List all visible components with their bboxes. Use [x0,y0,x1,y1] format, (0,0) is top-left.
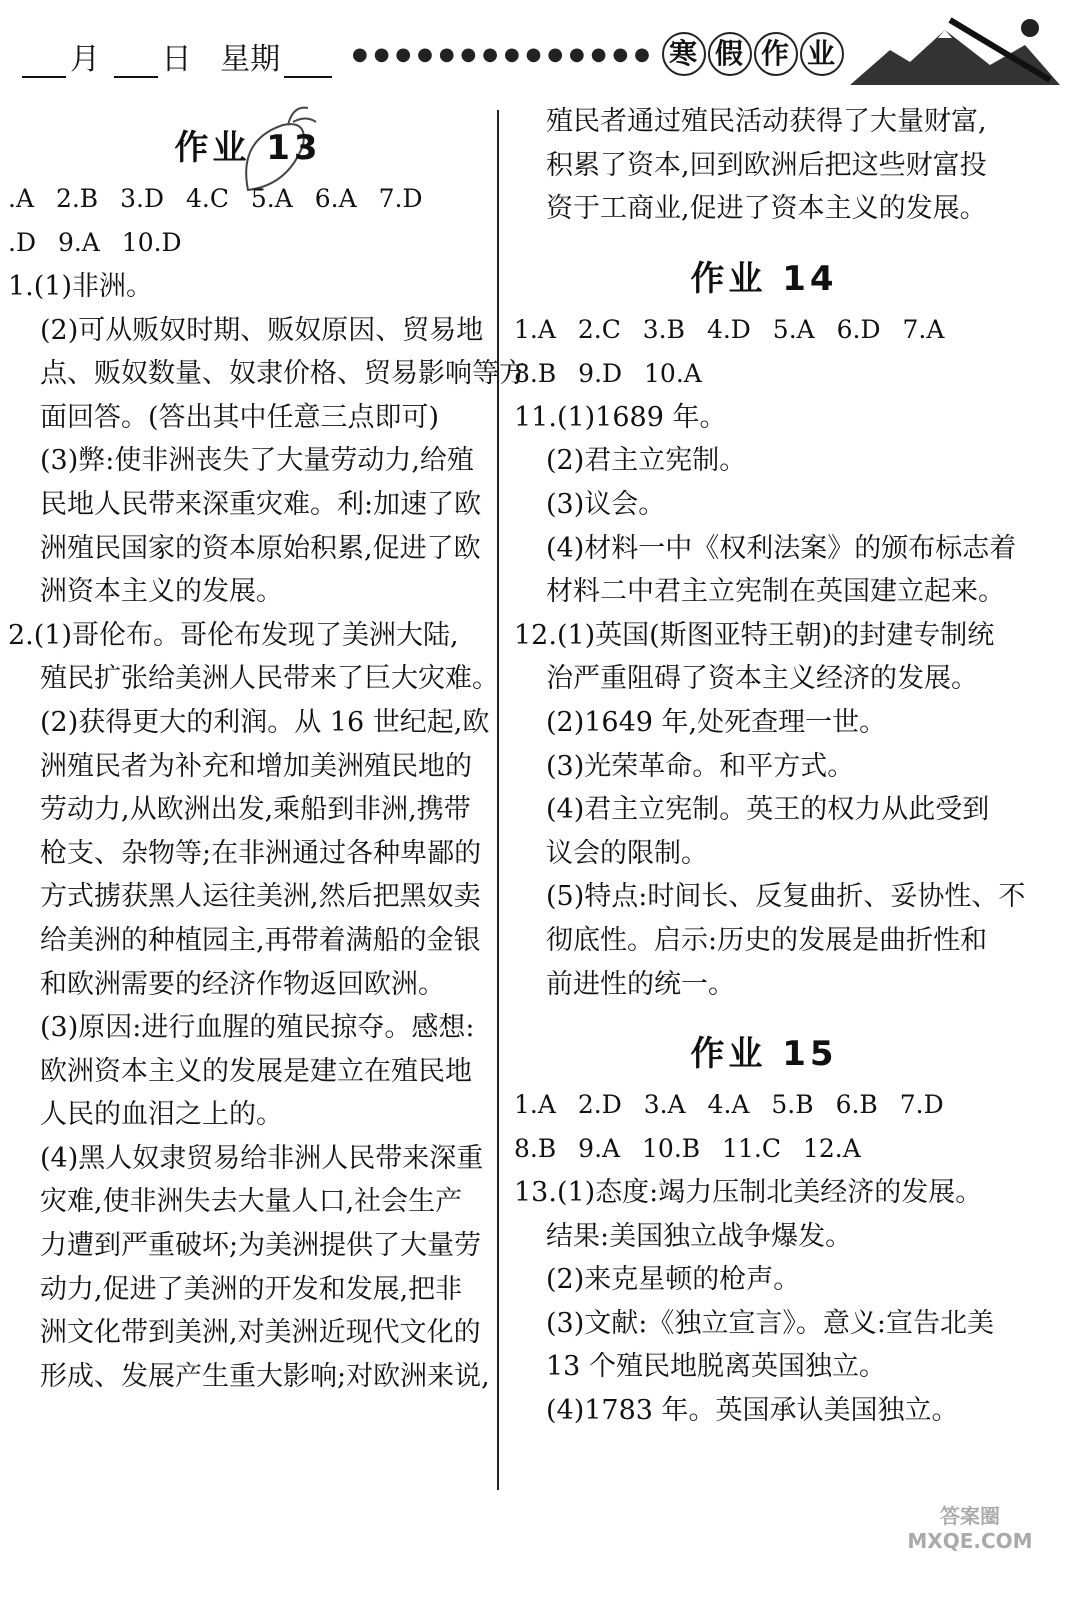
answer-line: 枪支、杂物等;在非洲通过各种卑鄙的 [40,837,482,869]
site-watermark-logo [880,1500,1060,1553]
answer-line: 灾难,使非洲失去大量人口,社会生产 [40,1186,463,1218]
answer-line: 动力,促进了美洲的开发和发展,把非 [40,1273,463,1305]
column-divider [497,110,499,1490]
answer-line: 议会的限制。 [546,837,708,869]
answer-line: 面回答。(答出其中任意三点即可) [40,401,440,433]
mc-answers-line: 1.A 2.D 3.A 4.A 5.B 6.B 7.D [514,1090,944,1120]
answer-line: (5)特点:时间长、反复曲折、妥协性、不 [546,881,1026,913]
answer-line: (4)黑人奴隶贸易给非洲人民带来深重 [40,1142,484,1174]
answer-line: (2)1649 年,处死查理一世。 [546,706,887,738]
mountain-skier-illustration [850,10,1060,90]
month-label: 月 [70,42,100,77]
page-header [0,0,1070,95]
answer-line: 方式掳获黑人运往美洲,然后把黑奴卖 [40,881,481,913]
mc-answers-line: .D 9.A 10.D [8,228,182,257]
answer-line: 2.(1)哥伦布。哥伦布发现了美洲大陆, [8,619,459,651]
answer-line: (3)弊:使非洲丧失了大量劳动力,给殖 [40,445,474,477]
watermark-text: 答案圈 MXQE.COM [907,1504,1033,1553]
month-blank[interactable] [22,50,66,78]
date-line [18,34,336,78]
answer-line: 洲殖民者为补充和增加美洲殖民地的 [40,750,472,782]
series-title-char: 作 [754,32,798,76]
right-column [514,100,1026,1433]
weekday-label: 星期 [220,42,281,77]
section-title-13: 作业 13 [174,128,322,168]
answer-line: 前进性的统一。 [546,968,735,1000]
answer-line: 材料二中君主立宪制在英国建立起来。 [546,576,1005,608]
answer-line: (4)君主立宪制。英王的权力从此受到 [546,794,990,826]
answer-line: 积累了资本,回到欧洲后把这些财富投 [546,149,987,181]
answer-line: 点、贩奴数量、奴隶价格、贸易影响等方 [40,358,526,390]
answer-line: (4)1783 年。英国承认美国独立。 [546,1395,959,1427]
answer-line: (2)获得更大的利润。从 16 世纪起,欧 [40,706,490,738]
answer-line: 11.(1)1689 年。 [514,401,727,433]
answer-line: (3)光荣革命。和平方式。 [546,750,855,782]
answer-line: 给美洲的种植园主,再带着满船的金银 [40,924,481,956]
answer-line: (3)议会。 [546,488,666,520]
series-title-char: 寒 [662,32,706,76]
answer-line: 结果:美国独立战争爆发。 [546,1220,853,1252]
day-label: 日 [161,42,192,77]
answer-line: 洲资本主义的发展。 [40,576,283,608]
series-title [662,32,846,76]
answer-line: 劳动力,从欧洲出发,乘船到非洲,携带 [40,794,471,826]
decorative-dots: ●●●●●●●●●●●●●● [352,44,656,65]
mc-answers-line: 1.A 2.C 3.B 4.D 5.A 6.D 7.A [514,314,945,344]
answer-line: 资于工商业,促进了资本主义的发展。 [546,193,987,225]
day-blank[interactable] [114,50,158,78]
answer-line: (3)文献:《独立宣言》。意义:宣告北美 [546,1307,994,1339]
answer-line: 12.(1)英国(斯图亚特王朝)的封建专制统 [514,619,995,651]
series-title-char: 业 [800,32,844,76]
answer-line: 和欧洲需要的经济作物返回欧洲。 [40,968,445,1000]
mc-answers-line: 8.B 9.A 10.B 11.C 12.A [514,1134,861,1164]
left-column [8,100,526,1398]
answer-line: (4)材料一中《权利法案》的颁布标志着 [546,532,1017,564]
answer-line: (2)君主立宪制。 [546,445,747,477]
answer-line: 人民的血泪之上的。 [40,1099,283,1131]
answer-line: 洲殖民国家的资本原始积累,促进了欧 [40,532,481,564]
answer-line: 民地人民带来深重灾难。利:加速了欧 [40,488,482,520]
answer-line: 1.(1)非洲。 [8,271,154,302]
mc-answers-line: 8.B 9.D 10.A [514,358,702,388]
answer-line: 形成、发展产生重大影响;对欧洲来说, [40,1360,490,1392]
weekday-blank[interactable] [284,50,332,78]
answer-line: 力遭到严重破坏;为美洲提供了大量劳 [40,1230,482,1262]
section-title-14: 作业 14 [690,258,838,299]
answer-line: 殖民扩张给美洲人民带来了巨大灾难。 [40,663,499,695]
answer-line: 治严重阻碍了资本主义经济的发展。 [546,663,978,695]
answer-line: 欧洲资本主义的发展是建立在殖民地 [40,1055,472,1087]
series-title-char: 假 [708,32,752,76]
answer-line: 13.(1)态度:竭力压制北美经济的发展。 [514,1177,983,1209]
answer-line: 殖民者通过殖民活动获得了大量财富, [546,106,987,137]
answer-line: (2)可从贩奴时期、贩奴原因、贸易地 [40,314,484,346]
answer-line: 洲文化带到美洲,对美洲近现代文化的 [40,1317,481,1349]
mc-answers-line: .A 2.B 3.D 4.C 5.A 6.A 7.D [8,184,423,213]
section-title-15: 作业 15 [690,1034,838,1075]
answer-line: (3)原因:进行血腥的殖民掠夺。感想: [40,1012,475,1044]
answer-line: 13 个殖民地脱离英国独立。 [546,1351,886,1383]
answer-line: (2)来克星顿的枪声。 [546,1264,801,1296]
answer-line: 彻底性。启示:历史的发展是曲折性和 [546,924,988,956]
